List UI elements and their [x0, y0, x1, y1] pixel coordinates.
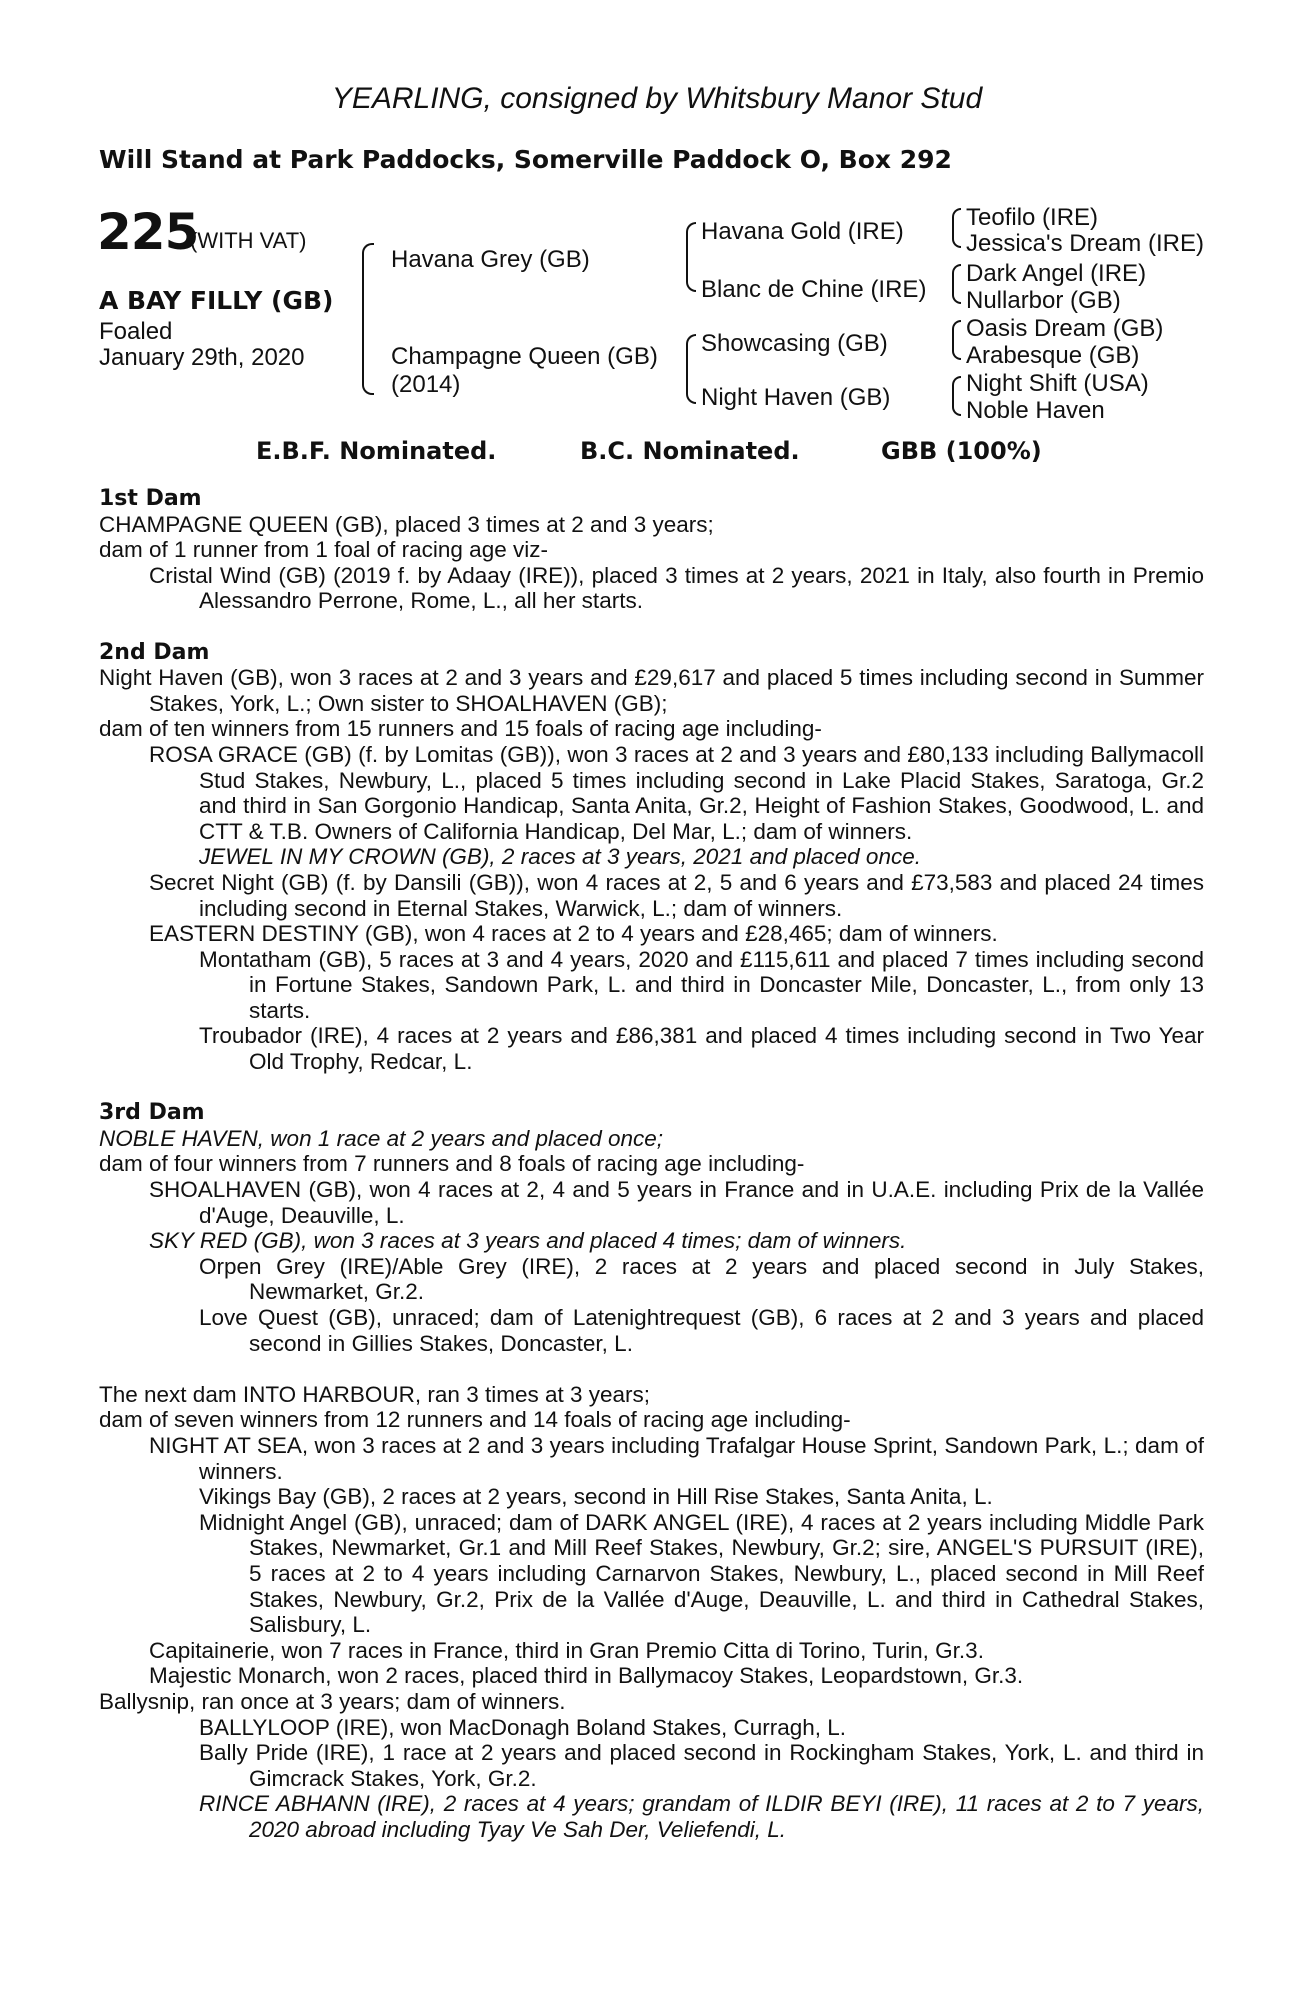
next-dam-line: The next dam INTO HARBOUR, ran 3 times at 3 years; — [99, 1381, 651, 1407]
g1-brace — [952, 208, 961, 248]
produce-entry: Orpen Grey (IRE)/Able Grey (IRE), 2 races at 2 years and placed second in July Stakes, Newmarket, Gr.2. — [199, 1253, 1204, 1305]
produce-entry: Secret Night (GB) (f. by Dansili (GB)), won 4 races at 2, 5 and 6 years and £73,583 and placed 24 times including second in Eternal Stakes, Warwick, L.; dam of winners. — [149, 869, 1204, 921]
produce-entry: RINCE ABHANN (IRE), 2 races at 4 years; grandam of ILDIR BEYI (IRE), 11 races at 2 to 7 years, 2020 abroad including Tyay Ve Sah Der, Veliefendi, L. — [199, 1791, 1204, 1842]
pedigree-brace — [362, 243, 374, 395]
section-heading-2nd-dam: 2nd Dam — [99, 639, 210, 665]
produce-entry: JEWEL IN MY CROWN (GB), 2 races at 3 years, 2021 and placed once. — [199, 844, 921, 870]
g4-brace — [952, 376, 961, 416]
gen3-8: Noble Haven — [966, 397, 1105, 424]
produce-entry: SKY RED (GB), won 3 races at 3 years and placed 4 times; dam of winners. — [149, 1228, 907, 1254]
produce-entry: Vikings Bay (GB), 2 races at 2 years, second in Hill Rise Stakes, Santa Anita, L. — [199, 1484, 993, 1510]
sire-dam: Blanc de Chine (IRE) — [701, 276, 927, 303]
produce-entry: EASTERN DESTINY (GB), won 4 races at 2 to 4 years and £28,465; dam of winners. — [149, 921, 998, 947]
produce-summary: dam of four winners from 7 runners and 8 foals of racing age including- — [99, 1151, 805, 1177]
lot-number: 225 — [97, 203, 199, 261]
gen3-1: Teofilo (IRE) — [966, 204, 1099, 231]
stand-location: Will Stand at Park Paddocks, Somerville Paddock O, Box 292 — [99, 145, 952, 174]
section-heading-1st-dam: 1st Dam — [99, 486, 202, 511]
produce-entry: Love Quest (GB), unraced; dam of Latenightrequest (GB), 6 races at 2 and 3 years and placed second in Gillies Stakes, Doncaster, L. — [199, 1305, 1204, 1356]
produce-summary: dam of 1 runner from 1 foal of racing age viz- — [99, 537, 548, 563]
gen3-6: Arabesque (GB) — [966, 342, 1140, 369]
produce-entry: Majestic Monarch, won 2 races, placed third in Ballymacoy Stakes, Leopardstown, Gr.3. — [149, 1663, 1024, 1689]
ebf-nomination: E.B.F. Nominated. — [256, 437, 497, 465]
produce-entry: Montatham (GB), 5 races at 3 and 4 years, 2020 and £115,611 and placed 7 times including second in Fortune Stakes, Sandown Park, L. and third in Doncaster Mile, Doncaster, L., from only 13 starts. — [199, 946, 1204, 1023]
foaled-label: Foaled — [99, 318, 173, 345]
dam-dam: Night Haven (GB) — [701, 384, 891, 411]
produce-entry: Capitainerie, won 7 races in France, third in Gran Premio Citta di Torino, Turin, Gr.3. — [149, 1637, 984, 1663]
dam-year: (2014) — [391, 371, 461, 398]
gbb-status: GBB (100%) — [881, 437, 1042, 465]
produce-entry: ROSA GRACE (GB) (f. by Lomitas (GB)), won 3 races at 2 and 3 years and £80,133 including Ballymacoll Stud Stakes, Newbury, L., placed 5 times including second in Lake Placid Stakes, Saratoga, Gr.2 and third in San Gorgonio Handicap, Santa Anita, Gr.2, Height of Fashion Stakes, Goodwood, L. and CTT & T.B. Owners of California Handicap, Del Mar, L.; dam of winners. — [149, 741, 1204, 844]
sire-brace — [686, 222, 696, 292]
dam-line: Night Haven (GB), won 3 races at 2 and 3 years and £29,617 and placed 5 times including second in Summer Stakes, York, L.; Own sister to SHOALHAVEN (GB); — [99, 665, 1204, 716]
produce-entry: SHOALHAVEN (GB), won 4 races at 2, 4 and 5 years in France and in U.A.E. including Prix de la Vallée d'Auge, Deauville, L. — [149, 1177, 1204, 1228]
produce-entry: Ballysnip, ran once at 3 years; dam of winners. — [99, 1688, 566, 1714]
horse-description: A BAY FILLY (GB) — [99, 286, 334, 315]
bc-nomination: B.C. Nominated. — [580, 437, 800, 465]
produce-summary: dam of seven winners from 12 runners and 14 foals of racing age including- — [99, 1407, 851, 1433]
section-heading-3rd-dam: 3rd Dam — [99, 1100, 205, 1126]
produce-entry: Midnight Angel (GB), unraced; dam of DARK ANGEL (IRE), 4 races at 2 years including Middle Park Stakes, Newmarket, Gr.1 and Mill Reef Stakes, Newbury, Gr.2; sire, ANGEL'S PURSUIT (IRE), 5 races at 2 to 4 years including Carnarvon Stakes, Newbury, L., placed second in Mill Reef Stakes, Newbury, Gr.2, Prix de la Vallée d'Auge, Deauville, L. and third in Cathedral Stakes, Salisbury, L. — [199, 1509, 1204, 1638]
dam: Champagne Queen (GB) — [391, 343, 658, 370]
sire: Havana Grey (GB) — [391, 246, 590, 273]
g2-brace — [952, 264, 961, 304]
gen3-7: Night Shift (USA) — [966, 370, 1149, 397]
dam-brace — [686, 334, 696, 404]
dam-sire: Showcasing (GB) — [701, 330, 888, 357]
g3-brace — [952, 320, 961, 360]
dam-line: NOBLE HAVEN, won 1 race at 2 years and placed once; — [99, 1125, 664, 1151]
sire-sire: Havana Gold (IRE) — [701, 218, 904, 245]
produce-summary: dam of ten winners from 15 runners and 15 foals of racing age including- — [99, 716, 822, 742]
foaled-date: January 29th, 2020 — [99, 344, 305, 371]
catalogue-title: YEARLING, consigned by Whitsbury Manor Stud — [331, 82, 983, 115]
dam-line: CHAMPAGNE QUEEN (GB), placed 3 times at 2 and 3 years; — [99, 511, 714, 537]
catalogue-body — [99, 486, 1204, 1842]
produce-entry: NIGHT AT SEA, won 3 races at 2 and 3 years including Trafalgar House Sprint, Sandown Park, L.; dam of winners. — [149, 1432, 1204, 1484]
gen3-2: Jessica's Dream (IRE) — [966, 230, 1204, 257]
gen3-4: Nullarbor (GB) — [966, 287, 1121, 314]
produce-entry: Bally Pride (IRE), 1 race at 2 years and placed second in Rockingham Stakes, York, L. and third in Gimcrack Stakes, York, Gr.2. — [199, 1740, 1204, 1791]
produce-entry: BALLYLOOP (IRE), won MacDonagh Boland Stakes, Curragh, L. — [199, 1714, 846, 1740]
vat-note: (WITH VAT) — [190, 228, 307, 253]
gen3-5: Oasis Dream (GB) — [966, 315, 1164, 342]
produce-entry: Cristal Wind (GB) (2019 f. by Adaay (IRE)), placed 3 times at 2 years, 2021 in Italy, also fourth in Premio Alessandro Perrone, Rome, L., all her starts. — [149, 562, 1204, 614]
gen3-3: Dark Angel (IRE) — [966, 260, 1147, 287]
produce-entry: Troubador (IRE), 4 races at 2 years and £86,381 and placed 4 times including second in Two Year Old Trophy, Redcar, L. — [199, 1023, 1204, 1075]
